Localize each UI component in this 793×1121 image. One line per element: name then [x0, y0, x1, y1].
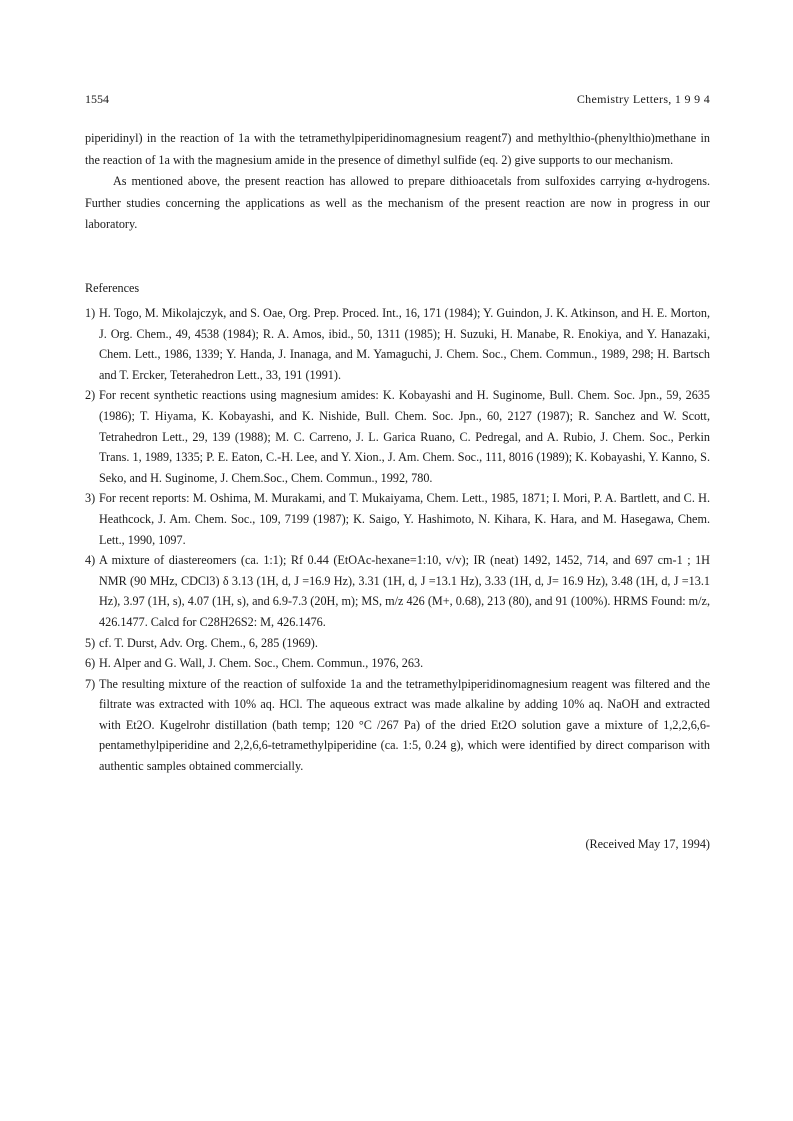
paragraph-1: piperidinyl) in the reaction of 1a with the tetramethylpiperidinomagnesium reagent7) and methylthio-(phenylthio)methane in the reaction of 1a with the magnesium amide in the presence of dimethyl sulfide (eq. 2) give supports to our mechanism.: [85, 131, 710, 167]
paragraph-2: As mentioned above, the present reaction has allowed to prepare dithioacetals from sulfoxides carrying α-hydrogens. Further studies concerning the applications as well as the mechanism of the present reaction are now in progress in our laboratory.: [85, 174, 710, 232]
reference-item: [85, 674, 710, 777]
reference-text: For recent synthetic reactions using magnesium amides: K. Kobayashi and H. Suginome, Bull. Chem. Soc. Jpn., 59, 2635 (1986); T. Hiyama, K. Kobayashi, and K. Nishide, Bull. Chem. Soc. Jpn., 60, 2127 (1987); R. Sanchez and W. Scott, Tetrahedron Lett., 29, 139 (1988); M. C. Carreno, J. L. Garica Ruano, C. Pedregal, and A. Rubio, J. Chem. Soc., Perkin Trans. 1, 1989, 1335; P. E. Eaton, C.-H. Lee, and Y. Xion., J. Am. Chem. Soc., 111, 8016 (1989); K. Kobayashi, Y. Kanno, S. Seko, and H. Suginome, J. Chem.Soc., Chem. Commun., 1992, 780.: [99, 388, 710, 485]
reference-text: The resulting mixture of the reaction of sulfoxide 1a and the tetramethylpiperidinomagnesium reagent was filtered and the filtrate was extracted with 10% aq. HCl. The aqueous extract was made alkaline by adding 10% aq. NaOH and extracted with Et2O. Kugelrohr distillation (bath temp; 120 °C /267 Pa) of the dried Et2O solution gave a mixture of 1,2,2,6,6-pentamethylpiperidine and 2,2,6,6-tetramethylpiperidine (ca. 1:5, 0.24 g), which were identified by direct comparison with authentic samples obtained commercially.: [99, 676, 710, 774]
references-list: [85, 303, 710, 777]
reference-item: [85, 385, 710, 488]
reference-text: cf. T. Durst, Adv. Org. Chem., 6, 285 (1969).: [99, 635, 318, 650]
received-date: (Received May 17, 1994): [585, 837, 710, 851]
reference-text: A mixture of diastereomers (ca. 1:1); Rf 0.44 (EtOAc-hexane=1:10, v/v); IR (neat) 1492, 1452, 714, and 697 cm-1 ; 1H NMR (90 MHz, CDCl3) δ 3.13 (1H, d, J =16.9 Hz), 3.31 (1H, d, J =13.1 Hz), 3.33 (1H, d, J= 16.9 Hz), 3.48 (1H, d, J =13.1 Hz), 3.97 (1H, s), 4.07 (1H, s), and 6.9-7.3 (20H, m); MS, m/z 426 (M+, 0.68), 213 (80), and 91 (100%). HRMS Found: m/z, 426.1477. Calcd for C28H26S2: M, 426.1476.: [99, 553, 710, 629]
reference-text: For recent reports: M. Oshima, M. Murakami, and T. Mukaiyama, Chem. Lett., 1985, 1871; I. Mori, P. A. Bartlett, and C. H. Heathcock, J. Am. Chem. Soc., 109, 7199 (1987); K. Saigo, Y. Hashimoto, N. Kihara, K. Hara, and M. Hasegawa, Chem. Lett., 1990, 1097.: [99, 491, 710, 547]
reference-number: 3): [85, 491, 96, 506]
reference-item: [85, 303, 710, 385]
references-heading: References: [85, 281, 140, 295]
body-text: [85, 128, 710, 236]
reference-number: 2): [85, 388, 96, 403]
journal-name: Chemistry Letters, 1 9 9 4: [576, 92, 710, 106]
page-header: [85, 92, 710, 108]
page-number: 1554: [85, 92, 109, 106]
reference-number: 7): [85, 676, 96, 691]
reference-number: 1): [85, 306, 96, 320]
reference-item: [85, 633, 710, 654]
reference-text: H. Togo, M. Mikolajczyk, and S. Oae, Org. Prep. Proced. Int., 16, 171 (1984); Y. Guindon, J. K. Atkinson, and H. E. Morton, J. Org. Chem., 49, 4538 (1984); R. A. Amos, ibid., 50, 1311 (1985); H. Suzuki, H. Manabe, R. Enokiya, and Y. Hanazaki, Chem. Lett., 1986, 1339; Y. Handa, J. Inanaga, and M. Yamaguchi, J. Chem. Soc., Chem. Commun., 1989, 298; H. Bartsch and T. Ercker, Teterahedron Lett., 33, 191 (1991).: [99, 306, 710, 382]
reference-text: H. Alper and G. Wall, J. Chem. Soc., Chem. Commun., 1976, 263.: [99, 656, 424, 671]
reference-item: [85, 488, 710, 550]
reference-item: [85, 550, 710, 632]
reference-item: [85, 653, 710, 674]
reference-number: 6): [85, 656, 96, 671]
reference-number: 5): [85, 635, 96, 650]
reference-number: 4): [85, 553, 96, 568]
